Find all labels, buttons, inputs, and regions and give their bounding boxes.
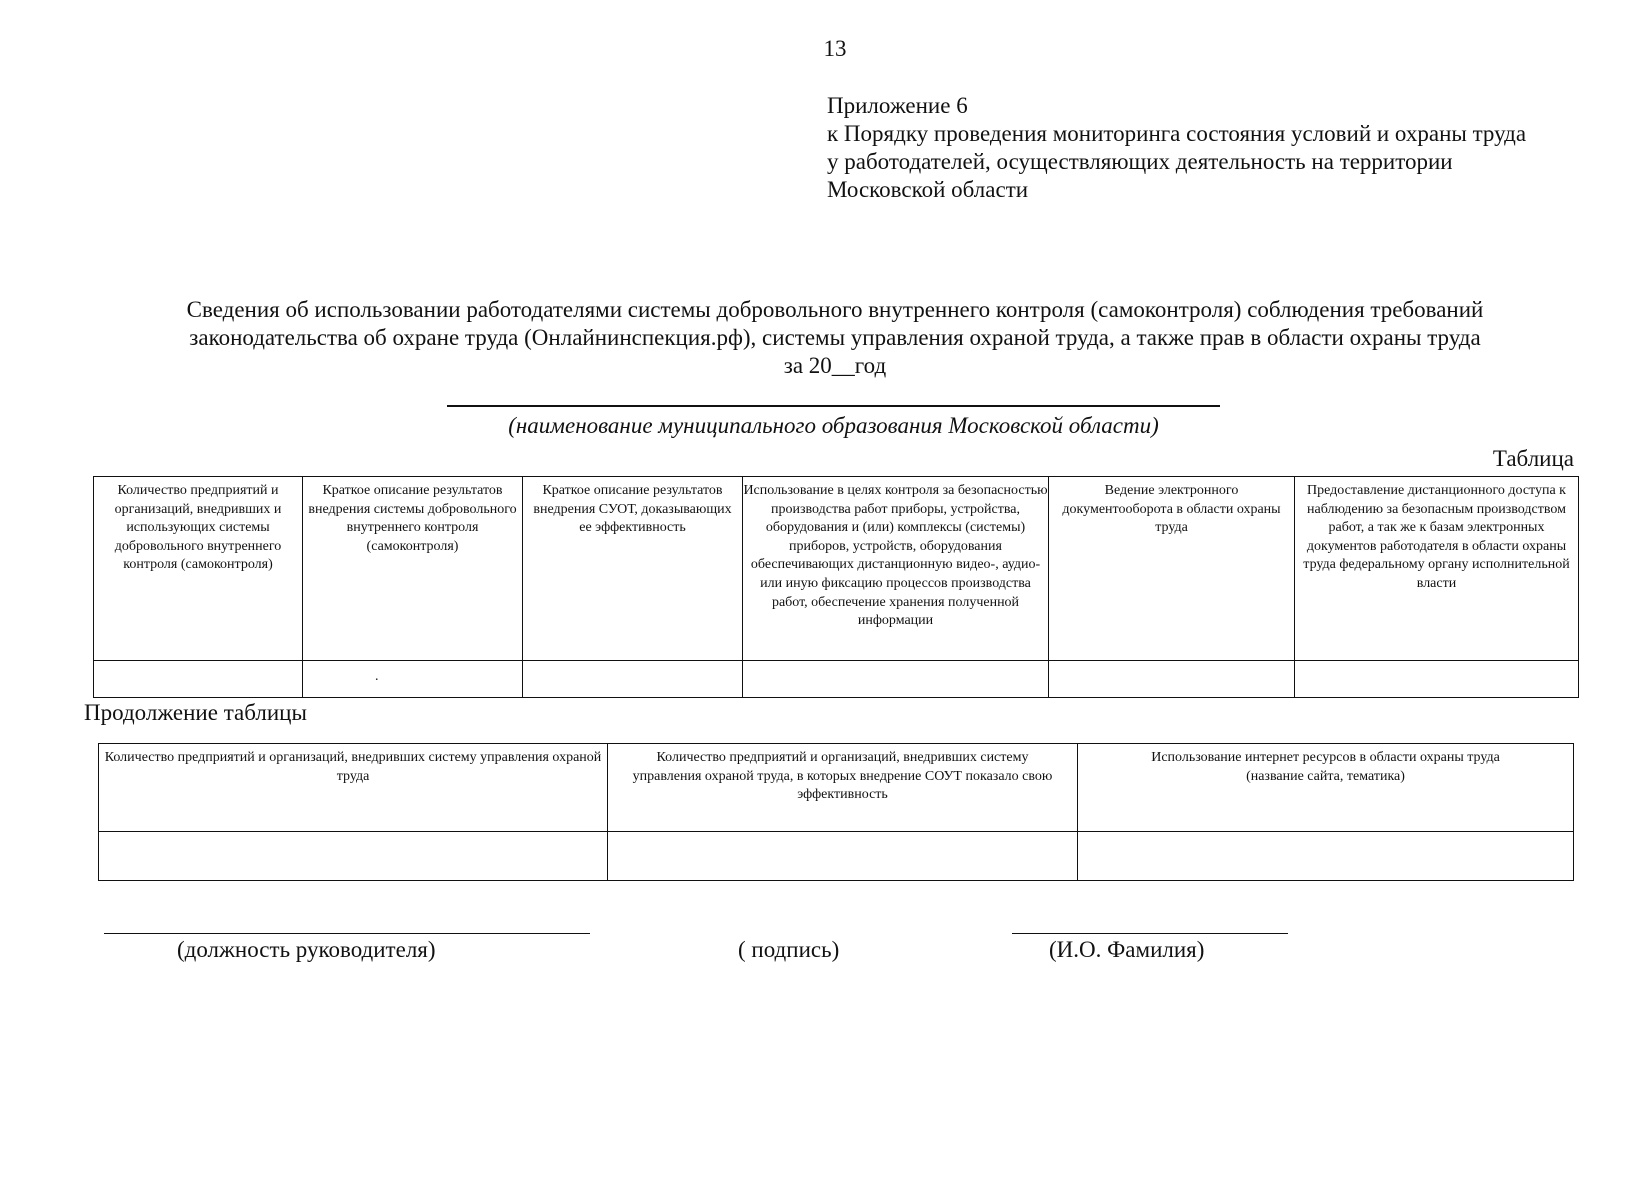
table-header-cell: [523, 477, 743, 661]
table-cell[interactable]: [1078, 832, 1574, 881]
table-cell[interactable]: [94, 661, 303, 698]
title-line: Сведения об использовании работодателями системы добровольного внутреннего контроля (самоконтроля) соблюдения требований: [186, 297, 1484, 322]
header-text: Количество предприятий и организаций, внедривших систему управления охраной труда: [104, 750, 602, 784]
document-title: [140, 296, 1530, 380]
position-signature-line: [104, 933, 590, 934]
table-row: [94, 661, 1579, 698]
table-cell[interactable]: [99, 832, 608, 881]
continuation-label: Продолжение таблицы: [84, 700, 307, 725]
table-cell[interactable]: [303, 661, 523, 698]
name-signature-line: [1012, 933, 1288, 934]
appendix-line: Московской области: [827, 177, 1029, 202]
table-header-cell: [303, 477, 523, 661]
header-text: Количество предприятий и организаций, внедривших и использующих системы добровольного внутреннего контроля (самоконтроля): [114, 483, 282, 573]
table-header-row: [94, 477, 1579, 661]
header-text: Использование интернет ресурсов в области охраны труда (название сайта, тематика): [1151, 750, 1500, 784]
table-header-cell: [99, 744, 608, 832]
table-header-cell: [1295, 477, 1579, 661]
continuation-table: [98, 743, 1574, 881]
table-cell[interactable]: [743, 661, 1049, 698]
header-text: Использование в целях контроля за безопасностью производства работ приборы, устройства, оборудования и (или) комплексы (системы) приборов, устройств, оборудования обеспечивающих дистанционную видео-, аудио- или иную фиксацию процессов производства работ, обеспечение хранения полученной информации: [743, 483, 1048, 629]
appendix-line: у работодателей, осуществляющих деятельность на территории: [827, 149, 1453, 174]
header-text: Ведение электронного документооборота в области охраны труда: [1062, 483, 1281, 536]
appendix-note: [827, 92, 1526, 204]
stray-dot: .: [375, 669, 379, 684]
table-cell[interactable]: [523, 661, 743, 698]
signature-caption: ( подпись): [738, 937, 840, 962]
table-header-cell: [608, 744, 1078, 832]
appendix-line: Приложение 6: [827, 93, 968, 118]
table-header-cell: [94, 477, 303, 661]
table-cell[interactable]: [1049, 661, 1295, 698]
title-line: за 20__год: [783, 353, 887, 378]
table-header-cell: [743, 477, 1049, 661]
header-text: Предоставление дистанционного доступа к наблюдению за безопасным производством работ, а так же к базам электронных документов работодателя в области охраны труда федеральному органу исполнительной власти: [1303, 483, 1570, 591]
municipality-caption: (наименование муниципального образования Московской области): [508, 413, 1159, 438]
header-text: Количество предприятий и организаций, внедривших систему управления охраной труда, в которых внедрение СОУТ показало свою эффективность: [632, 750, 1053, 803]
table-header-row: [99, 744, 1574, 832]
table-cell[interactable]: [608, 832, 1078, 881]
table-header-cell: [1078, 744, 1574, 832]
position-caption: (должность руководителя): [177, 937, 436, 962]
table-label: Таблица: [1492, 446, 1574, 471]
table-cell[interactable]: [1295, 661, 1579, 698]
appendix-line: к Порядку проведения мониторинга состояния условий и охраны труда: [827, 121, 1527, 146]
table-row: [99, 832, 1574, 881]
page-number: 13: [823, 36, 847, 61]
table-header-cell: [1049, 477, 1295, 661]
header-text: Краткое описание результатов внедрения СУОТ, доказывающих ее эффективность: [533, 483, 732, 536]
municipality-fill-line: [447, 405, 1220, 407]
header-text: Краткое описание результатов внедрения системы добровольного внутреннего контроля (самоконтроля): [308, 483, 517, 554]
title-line: законодательства об охране труда (Онлайнинспекция.рф), системы управления охраной труда, а также прав в области охраны труда: [189, 325, 1481, 350]
main-table: [93, 476, 1579, 698]
name-caption: (И.О. Фамилия): [1049, 937, 1205, 962]
